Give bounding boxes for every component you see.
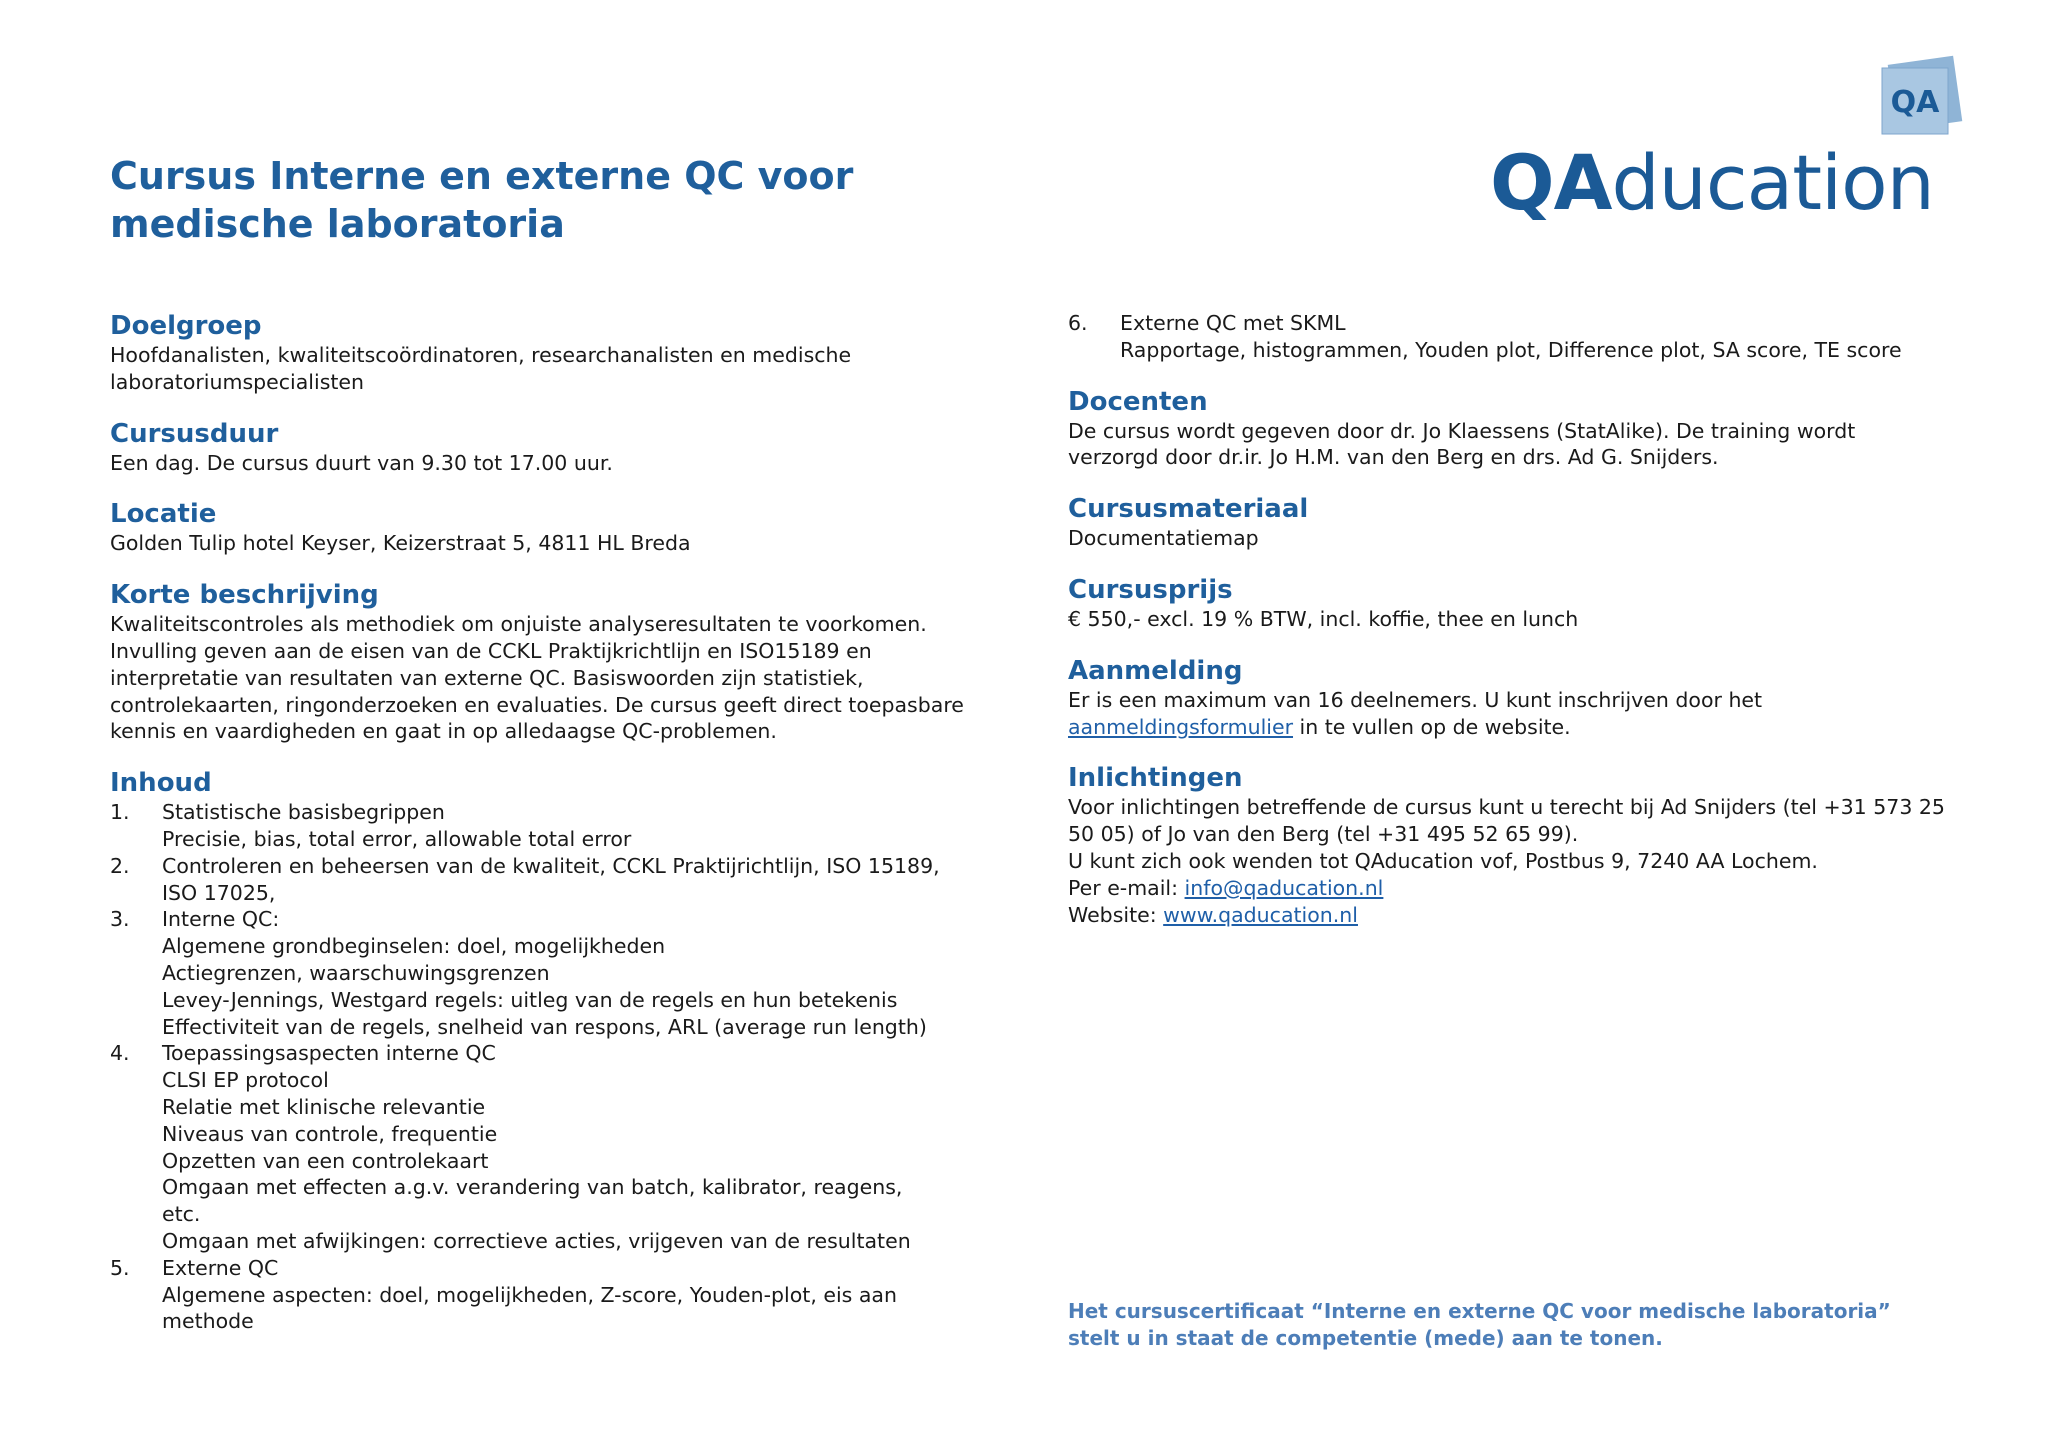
section-heading: Cursusprijs (1068, 574, 1233, 605)
website-link[interactable]: www.qaducation.nl (1163, 902, 1358, 927)
section-heading: Locatie (110, 499, 217, 530)
inlichtingen-address: U kunt zich ook wenden tot QAducation vof, Postbus 9, 7240 AA Lochem. (1068, 848, 1818, 873)
website-label: Website: (1068, 902, 1164, 927)
list-item-line: Omgaan met afwijkingen: correctieve acties, vrijgeven van de resultaten (162, 1228, 911, 1253)
list-item-number: 6. (1068, 311, 1088, 335)
section-heading: Aanmelding (1068, 655, 1243, 686)
inlichtingen-website-line (1068, 902, 1948, 929)
list-item-line: Effectiviteit van de regels, snelheid van respons, ARL (average run length) (162, 1014, 927, 1039)
list-item-line: Rapportage, histogrammen, Youden plot, Difference plot, SA score, TE score (1120, 337, 1902, 362)
aanmelding-text-end: in te vullen op de website. (1293, 714, 1571, 739)
list-item-title: Toepassingsaspecten interne QC (162, 1041, 496, 1066)
list-item-title: Interne QC: (162, 907, 280, 932)
section-locatie (110, 498, 970, 557)
section-heading: Cursusduur (110, 418, 279, 449)
section-heading: Docenten (1068, 386, 1208, 417)
section-korte-beschrijving (110, 579, 970, 745)
section-body: Golden Tulip hotel Keyser, Keizerstraat 5, 4811 HL Breda (110, 531, 691, 556)
section-body: € 550,- excl. 19 % BTW, incl. koffie, thee en lunch (1068, 606, 1579, 631)
section-docenten (1068, 386, 1948, 472)
section-body (1068, 687, 1948, 741)
qa-badge-text: QA (1890, 85, 1940, 120)
aanmeldingsformulier-link[interactable]: aanmeldingsformulier (1068, 714, 1294, 739)
section-inlichtingen (1068, 762, 1948, 928)
logo-rest: ducation (1611, 138, 1934, 227)
list-item (110, 853, 970, 907)
right-column (1068, 310, 1948, 950)
list-item-line: Algemene aspecten: doel, mogelijkheden, Z-score, Youden-plot, eis aan (162, 1282, 897, 1307)
aanmelding-text: Er is een maximum van 16 deelnemers. U kunt inschrijven door het (1068, 687, 1763, 712)
section-aanmelding (1068, 655, 1948, 741)
section-heading: Inhoud (110, 768, 212, 799)
email-label: Per e-mail: (1068, 875, 1185, 900)
list-item-title: Statistische basisbegrippen (162, 800, 445, 825)
logo-wordmark (1490, 138, 1934, 228)
page-title: Cursus Interne en externe QC voor medische laboratoria (110, 154, 854, 246)
list-item (110, 1040, 970, 1254)
list-item-line: Levey-Jennings, Westgard regels: uitleg van de regels en hun betekenis (162, 987, 898, 1012)
section-inhoud (110, 767, 970, 1335)
list-item-number: 3. (110, 907, 130, 932)
logo-qa: QA (1490, 138, 1612, 227)
section-heading: Cursusmateriaal (1068, 494, 1309, 525)
list-item-line: ISO 17025, (162, 880, 276, 905)
list-item-title: Externe QC (162, 1255, 279, 1280)
list-item-title: Controleren en beheersen van de kwaliteit, CCKL Praktijrichtlijn, ISO 15189, (162, 853, 940, 878)
section-cursusduur (110, 418, 970, 477)
list-item (110, 799, 970, 853)
list-item-line: Relatie met klinische relevantie (162, 1094, 486, 1119)
list-item-line: methode (162, 1309, 254, 1334)
left-column (110, 310, 970, 1357)
certificate-note: Het cursuscertificaat “Interne en externe QC voor medische laboratoria” stelt u in staat de competentie (mede) aan te tonen. (1068, 1299, 1891, 1350)
list-item-line: etc. (162, 1202, 201, 1227)
list-item-number: 4. (110, 1041, 130, 1066)
section-doelgroep (110, 310, 970, 396)
list-item (1068, 310, 1948, 364)
list-item-line: Algemene grondbeginselen: doel, mogelijkheden (162, 934, 666, 959)
section-heading: Doelgroep (110, 311, 262, 341)
list-item-number: 1. (110, 800, 130, 825)
list-item-line: Actiegrenzen, waarschuwingsgrenzen (162, 960, 550, 985)
list-item (110, 906, 970, 1040)
inlichtingen-contacts: Voor inlichtingen betreffende de cursus kunt u terecht bij Ad Snijders (tel +31 573 25 50 05) of Jo van den Berg (tel +31 495 52 65 99). (1068, 795, 1945, 847)
list-item-title: Externe QC met SKML (1120, 311, 1346, 335)
list-item-line: Niveaus van controle, frequentie (162, 1121, 498, 1146)
inhoud-list (110, 799, 970, 1335)
section-body: Een dag. De cursus duurt van 9.30 tot 17.00 uur. (110, 450, 613, 475)
section-heading: Korte beschrijving (110, 580, 379, 611)
list-item (110, 1255, 970, 1335)
list-item-number: 5. (110, 1255, 130, 1280)
list-item-line: Precisie, bias, total error, allowable total error (162, 826, 632, 851)
qaducation-logo (1480, 50, 2000, 227)
list-item-line: Opzetten van een controlekaart (162, 1148, 489, 1173)
section-body: De cursus wordt gegeven door dr. Jo Klaessens (StatAlike). De training wordt verzorgd door dr.ir. Jo H.M. van den Berg en drs. Ad G. Snijders. (1068, 418, 1856, 470)
list-item-number: 2. (110, 853, 130, 878)
list-item-line: Omgaan met effecten a.g.v. verandering van batch, kalibrator, reagens, (162, 1175, 903, 1200)
section-heading: Inlichtingen (1068, 763, 1243, 794)
section-body: Documentatiemap (1068, 526, 1259, 551)
list-item-line: CLSI EP protocol (162, 1068, 329, 1093)
section-body: Hoofdanalisten, kwaliteitscoördinatoren, researchanalisten en medische laboratoriumspecialisten (110, 343, 852, 394)
inhoud-list-continued (1068, 310, 1948, 364)
section-cursusmateriaal (1068, 493, 1948, 552)
qa-badge-icon (1878, 54, 1964, 140)
section-body: Kwaliteitscontroles als methodiek om onjuiste analyseresultaten te voorkomen. Invulling geven aan de eisen van de CCKL Praktijkrichtlijn en ISO15189 en interpretatie van resultaten van externe QC. Basiswoorden zijn statistiek, controlekaarten, ringonderzoeken en evaluaties. De cursus geeft direct toepasbare kennis en vaardigheden en gaat in op alledaagse QC-problemen. (110, 612, 964, 744)
email-link[interactable]: info@qaducation.nl (1184, 875, 1384, 900)
section-cursusprijs (1068, 574, 1948, 633)
inlichtingen-email-line (1068, 875, 1948, 902)
